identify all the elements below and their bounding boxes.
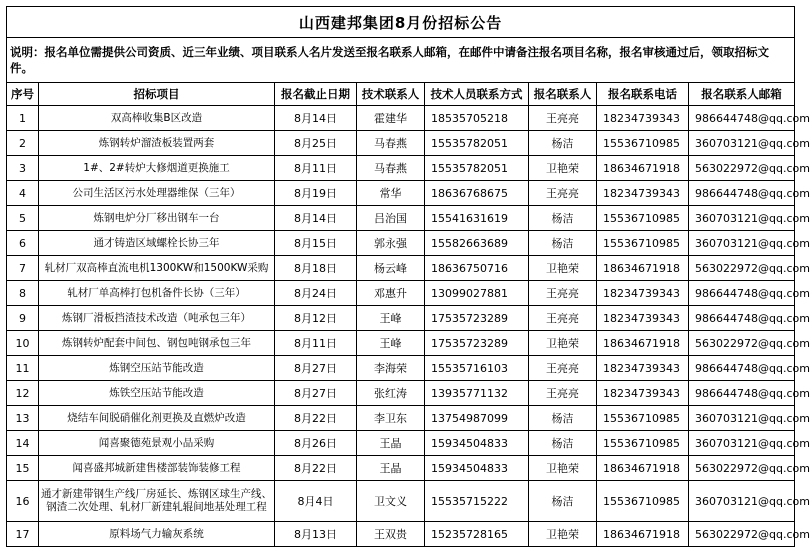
col-header-no: 序号 bbox=[7, 83, 39, 106]
cell-project: 炼钢转炉配套中间包、钢包吨钢承包三年 bbox=[39, 331, 275, 356]
cell-project: 双高棒收集B区改造 bbox=[39, 106, 275, 131]
cell-reg-phone: 15536710985 bbox=[597, 206, 689, 231]
table-row bbox=[7, 306, 795, 331]
cell-no: 17 bbox=[7, 522, 39, 547]
cell-tech-contact: 王峰 bbox=[357, 331, 425, 356]
cell-reg-phone: 18234739343 bbox=[597, 306, 689, 331]
cell-no: 9 bbox=[7, 306, 39, 331]
cell-deadline: 8月15日 bbox=[275, 231, 357, 256]
cell-project: 轧材厂双高棒直流电机1300KW和1500KW采购 bbox=[39, 256, 275, 281]
cell-reg-contact: 王亮亮 bbox=[529, 281, 597, 306]
cell-tech-contact: 邓惠升 bbox=[357, 281, 425, 306]
cell-reg-phone: 18634671918 bbox=[597, 156, 689, 181]
cell-tech-phone: 15235728165 bbox=[425, 522, 529, 547]
cell-tech-phone: 18636750716 bbox=[425, 256, 529, 281]
cell-tech-contact: 马春燕 bbox=[357, 156, 425, 181]
cell-tech-phone: 15934504833 bbox=[425, 431, 529, 456]
cell-reg-phone: 15536710985 bbox=[597, 431, 689, 456]
cell-project: 通才新建带钢生产线厂房延长、炼钢区球生产线、钢渣二次处理、轧材厂新建轧辊间地基处理工程 bbox=[39, 481, 275, 522]
title-row bbox=[7, 7, 795, 38]
cell-email: 986644748@qq.com bbox=[689, 306, 795, 331]
cell-project: 烧结车间脱硝催化剂更换及直燃炉改造 bbox=[39, 406, 275, 431]
cell-email: 360703121@qq.com bbox=[689, 406, 795, 431]
cell-reg-contact: 杨洁 bbox=[529, 481, 597, 522]
cell-no: 12 bbox=[7, 381, 39, 406]
table-row bbox=[7, 256, 795, 281]
cell-email: 986644748@qq.com bbox=[689, 381, 795, 406]
cell-deadline: 8月11日 bbox=[275, 156, 357, 181]
cell-reg-contact: 杨洁 bbox=[529, 206, 597, 231]
cell-reg-phone: 15536710985 bbox=[597, 481, 689, 522]
col-header-reg-contact: 报名联系人 bbox=[529, 83, 597, 106]
cell-email: 360703121@qq.com bbox=[689, 231, 795, 256]
col-header-project: 招标项目 bbox=[39, 83, 275, 106]
cell-project: 原料场气力输灰系统 bbox=[39, 522, 275, 547]
note-row bbox=[7, 38, 795, 83]
cell-no: 4 bbox=[7, 181, 39, 206]
cell-tech-contact: 王晶 bbox=[357, 456, 425, 481]
cell-no: 2 bbox=[7, 131, 39, 156]
cell-reg-phone: 18634671918 bbox=[597, 331, 689, 356]
cell-tech-contact: 李卫东 bbox=[357, 406, 425, 431]
cell-tech-contact: 李海荣 bbox=[357, 356, 425, 381]
cell-deadline: 8月4日 bbox=[275, 481, 357, 522]
cell-reg-contact: 杨洁 bbox=[529, 431, 597, 456]
col-header-email: 报名联系人邮箱 bbox=[689, 83, 795, 106]
cell-tech-contact: 霍建华 bbox=[357, 106, 425, 131]
cell-no: 10 bbox=[7, 331, 39, 356]
cell-no: 6 bbox=[7, 231, 39, 256]
col-header-reg-phone: 报名联系电话 bbox=[597, 83, 689, 106]
cell-tech-phone: 15535782051 bbox=[425, 156, 529, 181]
cell-project: 闻喜盛邦城新建售楼部装饰装修工程 bbox=[39, 456, 275, 481]
cell-reg-contact: 王亮亮 bbox=[529, 106, 597, 131]
cell-deadline: 8月22日 bbox=[275, 406, 357, 431]
cell-reg-contact: 杨洁 bbox=[529, 231, 597, 256]
cell-tech-phone: 18535705218 bbox=[425, 106, 529, 131]
col-header-tech-contact: 技术联系人 bbox=[357, 83, 425, 106]
cell-reg-contact: 卫艳荣 bbox=[529, 256, 597, 281]
cell-project: 炼钢空压站节能改造 bbox=[39, 356, 275, 381]
cell-reg-contact: 王亮亮 bbox=[529, 181, 597, 206]
col-header-tech-phone: 技术人员联系方式 bbox=[425, 83, 529, 106]
cell-email: 986644748@qq.com bbox=[689, 181, 795, 206]
cell-reg-contact: 杨洁 bbox=[529, 131, 597, 156]
cell-no: 16 bbox=[7, 481, 39, 522]
cell-tech-phone: 15535715222 bbox=[425, 481, 529, 522]
cell-deadline: 8月24日 bbox=[275, 281, 357, 306]
table-row bbox=[7, 481, 795, 522]
cell-no: 5 bbox=[7, 206, 39, 231]
cell-reg-contact: 杨洁 bbox=[529, 406, 597, 431]
cell-deadline: 8月12日 bbox=[275, 306, 357, 331]
cell-reg-contact: 王亮亮 bbox=[529, 356, 597, 381]
cell-tech-phone: 15535716103 bbox=[425, 356, 529, 381]
cell-project: 闻喜聚德苑景观小品采购 bbox=[39, 431, 275, 456]
table-row bbox=[7, 156, 795, 181]
cell-deadline: 8月13日 bbox=[275, 522, 357, 547]
cell-project: 1#、2#转炉大修烟道更换施工 bbox=[39, 156, 275, 181]
cell-tech-phone: 13099027881 bbox=[425, 281, 529, 306]
table-row bbox=[7, 431, 795, 456]
cell-project: 轧材厂单高棒打包机备件长协（三年） bbox=[39, 281, 275, 306]
cell-deadline: 8月25日 bbox=[275, 131, 357, 156]
cell-project: 公司生活区污水处理器维保（三年） bbox=[39, 181, 275, 206]
cell-project: 通才铸造区域螺栓长协三年 bbox=[39, 231, 275, 256]
table-row bbox=[7, 406, 795, 431]
cell-project: 炼铁空压站节能改造 bbox=[39, 381, 275, 406]
cell-email: 563022972@qq.com bbox=[689, 456, 795, 481]
cell-deadline: 8月27日 bbox=[275, 381, 357, 406]
cell-email: 986644748@qq.com bbox=[689, 356, 795, 381]
cell-reg-phone: 18634671918 bbox=[597, 522, 689, 547]
cell-reg-phone: 15536710985 bbox=[597, 231, 689, 256]
table-row bbox=[7, 131, 795, 156]
cell-deadline: 8月27日 bbox=[275, 356, 357, 381]
table-row bbox=[7, 522, 795, 547]
cell-no: 11 bbox=[7, 356, 39, 381]
cell-tech-contact: 郭永强 bbox=[357, 231, 425, 256]
cell-deadline: 8月14日 bbox=[275, 106, 357, 131]
cell-deadline: 8月14日 bbox=[275, 206, 357, 231]
cell-email: 360703121@qq.com bbox=[689, 206, 795, 231]
cell-reg-phone: 18234739343 bbox=[597, 381, 689, 406]
cell-tech-contact: 张红涛 bbox=[357, 381, 425, 406]
cell-deadline: 8月18日 bbox=[275, 256, 357, 281]
table-row bbox=[7, 181, 795, 206]
cell-email: 360703121@qq.com bbox=[689, 131, 795, 156]
cell-project: 炼钢厂滑板挡渣技术改造（吨承包三年） bbox=[39, 306, 275, 331]
cell-reg-phone: 15536710985 bbox=[597, 131, 689, 156]
cell-no: 1 bbox=[7, 106, 39, 131]
cell-tech-phone: 13754987099 bbox=[425, 406, 529, 431]
table-row bbox=[7, 356, 795, 381]
cell-reg-phone: 18634671918 bbox=[597, 256, 689, 281]
cell-no: 13 bbox=[7, 406, 39, 431]
cell-tech-phone: 17535723289 bbox=[425, 306, 529, 331]
cell-reg-phone: 15536710985 bbox=[597, 406, 689, 431]
cell-no: 7 bbox=[7, 256, 39, 281]
page-title: 山西建邦集团8月份招标公告 bbox=[7, 7, 795, 38]
table-row bbox=[7, 331, 795, 356]
cell-deadline: 8月26日 bbox=[275, 431, 357, 456]
cell-tech-contact: 卫文义 bbox=[357, 481, 425, 522]
cell-reg-contact: 卫艳荣 bbox=[529, 456, 597, 481]
cell-tech-phone: 15582663689 bbox=[425, 231, 529, 256]
cell-deadline: 8月19日 bbox=[275, 181, 357, 206]
cell-tech-phone: 15934504833 bbox=[425, 456, 529, 481]
table-row bbox=[7, 281, 795, 306]
cell-email: 360703121@qq.com bbox=[689, 481, 795, 522]
tender-table bbox=[6, 6, 810, 547]
cell-tech-contact: 王晶 bbox=[357, 431, 425, 456]
cell-tech-contact: 王峰 bbox=[357, 306, 425, 331]
cell-reg-contact: 王亮亮 bbox=[529, 381, 597, 406]
cell-no: 15 bbox=[7, 456, 39, 481]
cell-reg-contact: 卫艳荣 bbox=[529, 522, 597, 547]
tender-notice-sheet bbox=[6, 6, 810, 547]
cell-reg-contact: 卫艳荣 bbox=[529, 331, 597, 356]
cell-no: 3 bbox=[7, 156, 39, 181]
cell-tech-contact: 杨云峰 bbox=[357, 256, 425, 281]
cell-deadline: 8月22日 bbox=[275, 456, 357, 481]
cell-project: 炼钢电炉分厂移出钢车一台 bbox=[39, 206, 275, 231]
table-row bbox=[7, 206, 795, 231]
cell-email: 563022972@qq.com bbox=[689, 522, 795, 547]
cell-tech-contact: 马春燕 bbox=[357, 131, 425, 156]
cell-reg-contact: 王亮亮 bbox=[529, 306, 597, 331]
cell-tech-phone: 17535723289 bbox=[425, 331, 529, 356]
cell-tech-contact: 吕治国 bbox=[357, 206, 425, 231]
cell-email: 986644748@qq.com bbox=[689, 106, 795, 131]
note-text: 说明：报名单位需提供公司资质、近三年业绩、项目联系人名片发送至报名联系人邮箱，在邮件中请备注报名项目名称，报名审核通过后，领取招标文件。 bbox=[7, 38, 795, 83]
cell-email: 986644748@qq.com bbox=[689, 281, 795, 306]
table-row bbox=[7, 381, 795, 406]
col-header-deadline: 报名截止日期 bbox=[275, 83, 357, 106]
cell-no: 8 bbox=[7, 281, 39, 306]
cell-reg-phone: 18234739343 bbox=[597, 106, 689, 131]
cell-reg-phone: 18634671918 bbox=[597, 456, 689, 481]
cell-email: 563022972@qq.com bbox=[689, 256, 795, 281]
cell-tech-contact: 王双贵 bbox=[357, 522, 425, 547]
cell-tech-phone: 15541631619 bbox=[425, 206, 529, 231]
cell-email: 563022972@qq.com bbox=[689, 156, 795, 181]
cell-no: 14 bbox=[7, 431, 39, 456]
cell-reg-phone: 18234739343 bbox=[597, 181, 689, 206]
cell-tech-phone: 13935771132 bbox=[425, 381, 529, 406]
table-row bbox=[7, 456, 795, 481]
table-row bbox=[7, 231, 795, 256]
cell-project: 炼钢转炉溜渣板装置两套 bbox=[39, 131, 275, 156]
table-row bbox=[7, 106, 795, 131]
cell-reg-phone: 18234739343 bbox=[597, 356, 689, 381]
cell-reg-contact: 卫艳荣 bbox=[529, 156, 597, 181]
cell-email: 563022972@qq.com bbox=[689, 331, 795, 356]
header-row bbox=[7, 83, 795, 106]
cell-email: 360703121@qq.com bbox=[689, 431, 795, 456]
cell-reg-phone: 18234739343 bbox=[597, 281, 689, 306]
cell-deadline: 8月11日 bbox=[275, 331, 357, 356]
cell-tech-phone: 18636768675 bbox=[425, 181, 529, 206]
cell-tech-phone: 15535782051 bbox=[425, 131, 529, 156]
cell-tech-contact: 常华 bbox=[357, 181, 425, 206]
